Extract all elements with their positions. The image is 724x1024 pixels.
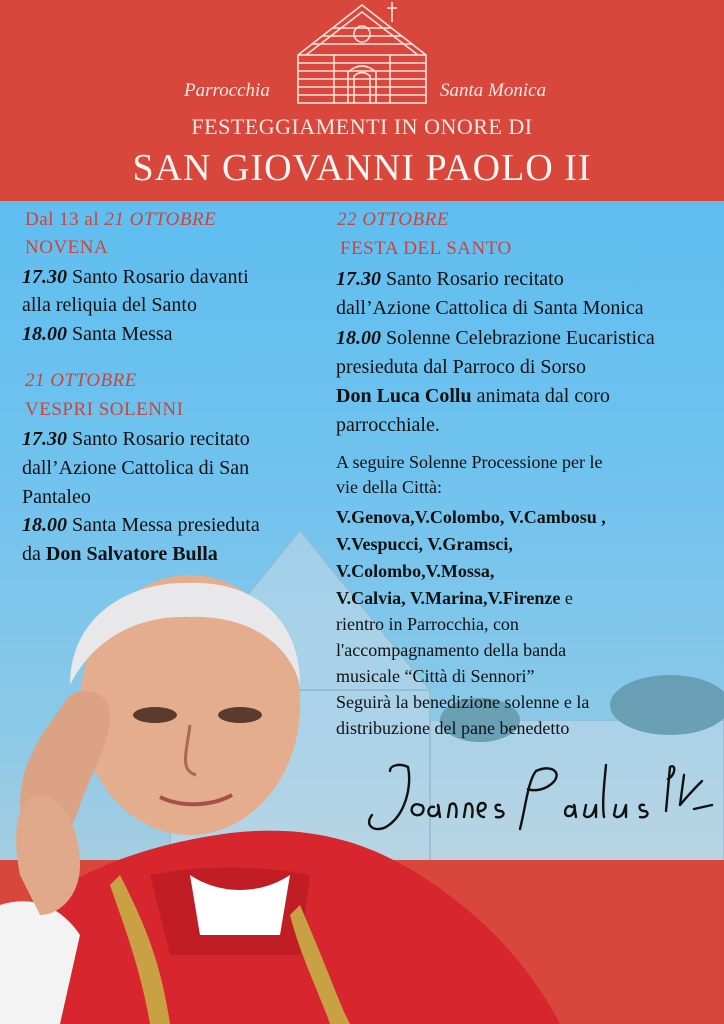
blessing-line-1: Seguirà la benedizione solenne e la xyxy=(336,692,590,712)
vespri-date: 21 OTTOBRE xyxy=(25,370,137,391)
festa-line-4: presieduta dal Parroco di Sorso xyxy=(336,356,586,378)
church-icon xyxy=(292,0,432,104)
page-title: SAN GIOVANNI PAOLO II xyxy=(132,147,592,189)
rientro-line-3: musicale “Città di Sennori” xyxy=(336,666,535,686)
festa-line-1: 17.30 Santo Rosario recitato xyxy=(336,268,564,290)
vespri-line-2: dall’Azione Cattolica di San xyxy=(22,457,250,479)
blessing-line-2: distribuzione del pane benedetto xyxy=(336,718,570,738)
header-banner xyxy=(0,0,724,201)
streets-line-2: V.Vespucci, V.Gramsci, xyxy=(336,534,513,554)
streets-line-1: V.Genova,V.Colombo, V.Cambosu , xyxy=(336,507,606,527)
novena-line-3: 18.00 Santa Messa xyxy=(22,323,173,345)
procession-line-1: A seguire Solenne Processione per le xyxy=(336,452,603,472)
vespri-line-4: 18.00 Santa Messa presieduta xyxy=(22,514,260,536)
festa-heading: FESTA DEL SANTO xyxy=(340,238,512,259)
streets-line-4: V.Calvia, V.Marina,V.Firenze e xyxy=(336,588,573,608)
vespri-heading: VESPRI SOLENNI xyxy=(25,399,184,420)
pope-portrait-image xyxy=(0,575,560,1024)
subtitle: FESTEGGIAMENTI IN ONORE DI xyxy=(191,114,533,139)
festa-line-5: Don Luca Collu animata dal coro xyxy=(336,385,610,407)
rientro-line-2: l'accompagnamento della banda xyxy=(336,640,567,660)
novena-line-2: alla reliquia del Santo xyxy=(22,294,197,316)
vespri-line-3: Pantaleo xyxy=(22,486,91,508)
rientro-line-1: rientro in Parrocchia, con xyxy=(336,614,519,634)
festa-line-3: 18.00 Solenne Celebrazione Eucaristica xyxy=(336,327,655,349)
vespri-line-1: 17.30 Santo Rosario recitato xyxy=(22,428,250,450)
festa-line-2: dall’Azione Cattolica di Santa Monica xyxy=(336,297,644,319)
parish-name: Santa Monica xyxy=(440,80,547,101)
streets-line-3: V.Colombo,V.Mossa, xyxy=(336,561,495,581)
novena-line-1: 17.30 Santo Rosario davanti xyxy=(22,266,249,288)
festa-line-6: parrocchiale. xyxy=(336,414,440,436)
parish-label: Parrocchia xyxy=(184,80,270,101)
procession-line-2: vie della Città: xyxy=(336,477,442,497)
festa-date: 22 OTTOBRE xyxy=(337,209,449,230)
vespri-line-5: da Don Salvatore Bulla xyxy=(22,543,218,565)
novena-heading: NOVENA xyxy=(25,237,109,258)
left-dates: Dal 13 al 21 OTTOBRE xyxy=(25,209,217,230)
